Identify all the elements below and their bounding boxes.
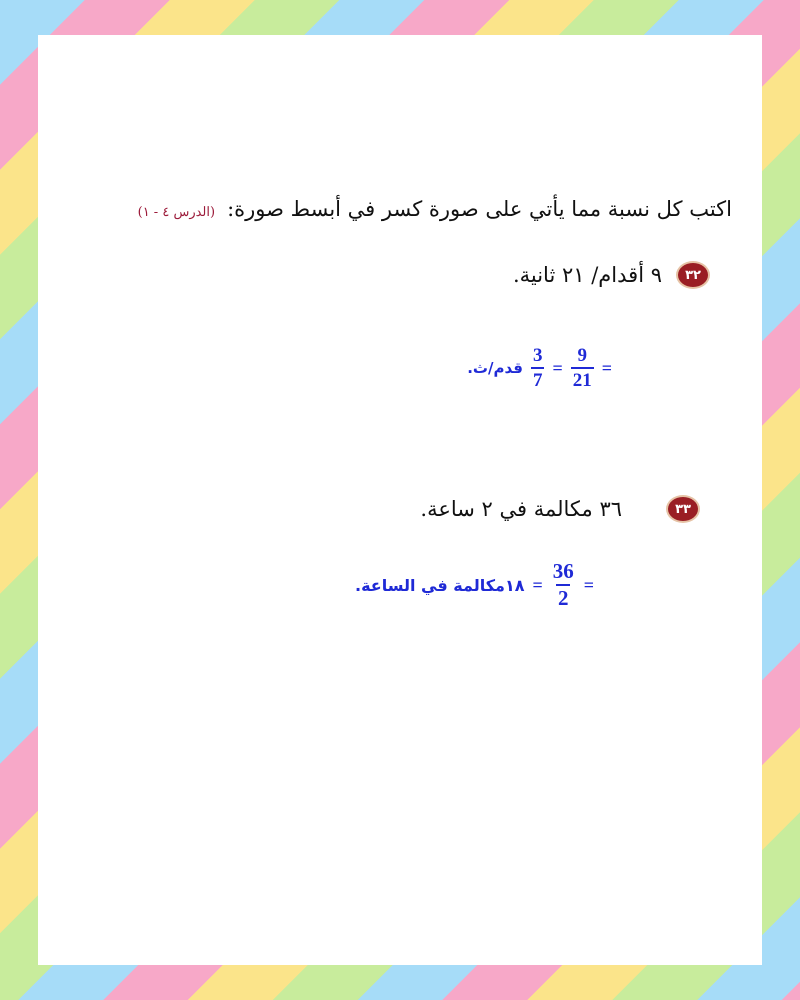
question-number-badge: ٣٣ [666, 495, 700, 523]
answer-33 [355, 561, 594, 609]
question-number-badge: ٣٢ [676, 261, 710, 289]
answer-result: ١٨مكالمة في الساعة. [354, 575, 525, 595]
question-33 [420, 495, 700, 523]
fraction-denominator: 21 [571, 367, 594, 390]
instruction-row [138, 197, 732, 221]
fraction-denominator: 2 [557, 586, 569, 610]
equals-sign: = [552, 357, 563, 378]
equals-sign: = [601, 357, 612, 378]
fraction-denominator: 7 [531, 367, 545, 390]
instruction-text: اكتب كل نسبة مما يأتي على صورة كسر في أبسط صورة: [227, 197, 732, 221]
question-text: ٩ أقدام/ ٢١ ثانية. [512, 263, 662, 287]
fraction-numerator: 36 [552, 559, 574, 583]
fraction-numerator: 9 [577, 345, 587, 366]
question-text: ٣٦ مكالمة في ٢ ساعة. [420, 497, 622, 521]
equals-sign: = [532, 574, 543, 595]
fraction-numerator: 3 [532, 345, 543, 366]
fraction [571, 346, 594, 390]
fraction [551, 561, 576, 609]
worksheet-card [38, 35, 762, 965]
simplified-fraction [531, 346, 545, 390]
question-32 [513, 261, 710, 289]
lesson-reference: (الدرس ٤ - ١) [137, 205, 216, 220]
answer-unit: قدم/ث. [467, 359, 523, 377]
equals-sign: = [583, 574, 594, 595]
answer-32 [467, 346, 612, 390]
